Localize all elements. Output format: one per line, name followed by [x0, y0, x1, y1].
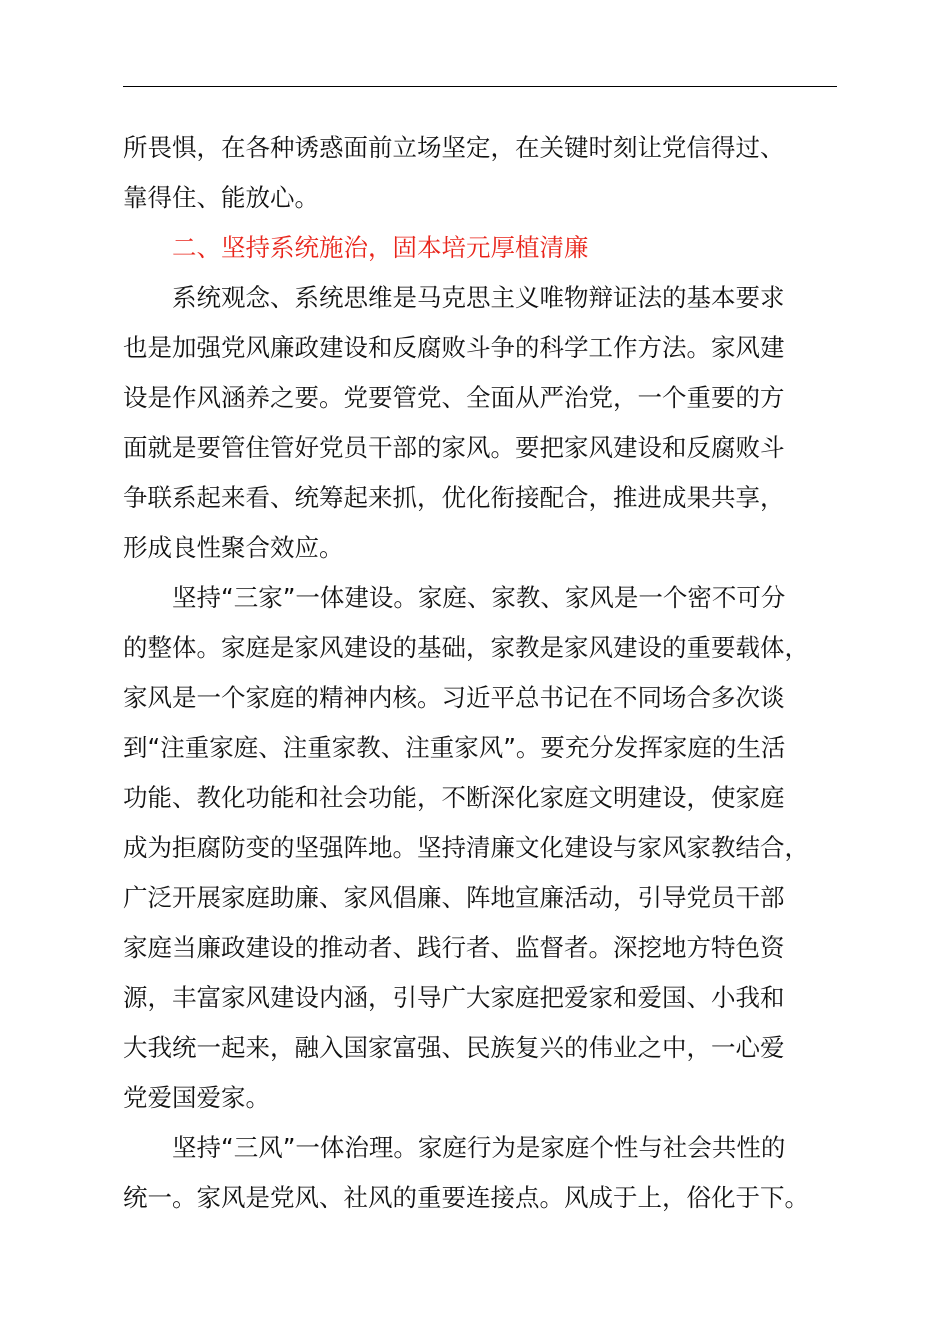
text-line: 广泛开展家庭助廉、家风倡廉、阵地宣廉活动，引导党员干部 [123, 883, 785, 912]
text-line: 党爱国爱家。 [123, 1083, 270, 1112]
text-line: 源，丰富家风建设内涵，引导广大家庭把爱家和爱国、小我和 [123, 983, 785, 1012]
text-line: 靠得住、能放心。 [123, 183, 319, 212]
paragraph-first-line: 坚持“三风”一体治理。家庭行为是家庭个性与社会共性的 [172, 1133, 786, 1162]
text-line: 所畏惧，在各种诱惑面前立场坚定，在关键时刻让党信得过、 [123, 133, 785, 162]
text-line: 争联系起来看、统筹起来抓，优化衔接配合，推进成果共享， [123, 483, 785, 512]
text-line: 功能、教化功能和社会功能，不断深化家庭文明建设，使家庭 [123, 783, 785, 812]
text-line: 也是加强党风廉政建设和反腐败斗争的科学工作方法。家风建 [123, 333, 785, 362]
text-line: 统一。家风是党风、社风的重要连接点。风成于上，俗化于下。 [123, 1183, 809, 1212]
header-rule [123, 86, 837, 87]
text-line: 到“注重家庭、注重家教、注重家风”。要充分发挥家庭的生活 [123, 733, 786, 762]
text-line: 家风是一个家庭的精神内核。习近平总书记在不同场合多次谈 [123, 683, 785, 712]
text-line: 的整体。家庭是家风建设的基础，家教是家风建设的重要载体， [123, 633, 809, 662]
text-line: 大我统一起来，融入国家富强、民族复兴的伟业之中，一心爱 [123, 1033, 785, 1062]
text-line: 形成良性聚合效应。 [123, 533, 344, 562]
paragraph-first-line: 系统观念、系统思维是马克思主义唯物辩证法的基本要求 [172, 283, 785, 312]
text-line: 设是作风涵养之要。党要管党、全面从严治党，一个重要的方 [123, 383, 785, 412]
text-line: 家庭当廉政建设的推动者、践行者、监督者。深挖地方特色资 [123, 933, 785, 962]
text-line: 成为拒腐防变的坚强阵地。坚持清廉文化建设与家风家教结合， [123, 833, 809, 862]
text-line: 面就是要管住管好党员干部的家风。要把家风建设和反腐败斗 [123, 433, 785, 462]
paragraph-first-line: 坚持“三家”一体建设。家庭、家教、家风是一个密不可分 [172, 583, 786, 612]
section-heading: 二、坚持系统施治，固本培元厚植清廉 [172, 233, 589, 262]
